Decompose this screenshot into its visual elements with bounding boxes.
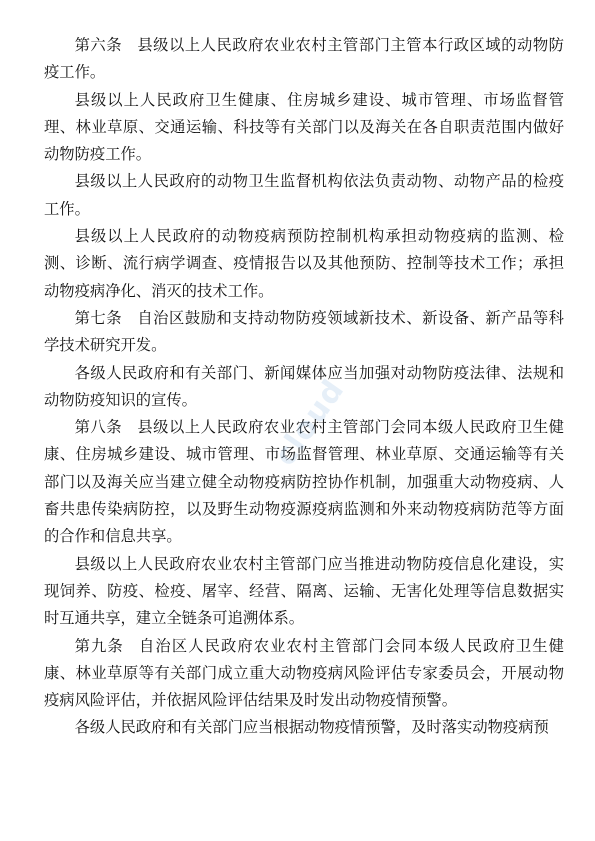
paragraph	[44, 360, 564, 415]
paragraph-text: 县级以上人民政府农业农村主管部门应当推进动物防疫信息化建设，实现饲养、防疫、检疫、屠宰、经营、隔离、运输、无害化处理等信息数据实时互通共享，建立全链条可追溯体系。	[44, 554, 564, 628]
paragraph	[44, 223, 564, 305]
paragraph	[44, 551, 564, 633]
article-number: 第七条	[74, 308, 123, 327]
paragraph-article-6	[44, 32, 564, 87]
article-number: 第九条	[74, 636, 124, 655]
document-page	[44, 32, 564, 742]
article-number: 第六条	[74, 36, 123, 54]
paragraph-article-8	[44, 414, 564, 550]
paragraph	[44, 168, 564, 223]
paragraph-text: 各级人民政府和有关部门应当根据动物疫情预警，及时落实动物疫病预	[74, 718, 549, 737]
paragraph-text: 各级人民政府和有关部门、新闻媒体应当加强对动物防疫法律、法规和动物防疫知识的宣传。	[44, 363, 564, 409]
paragraph	[44, 87, 564, 169]
paragraph-text: 县级以上人民政府农业农村主管部门会同本级人民政府卫生健康、住房城乡建设、城市管理、市场监督管理、林业草原、交通运输等有关部门以及海关应当建立健全动物疫病防控协作机制，加强重大动物疫病、人畜共患传染病防控，以及野生动物疫源疫病监测和外来动物疫病防范等方面的合作和信息共享。	[44, 418, 564, 546]
paragraph-text: 自治区人民政府农业农村主管部门会同本级人民政府卫生健康、林业草原等有关部门成立重大动物疫病风险评估专家委员会，开展动物疫病风险评估，并依据风险评估结果及时发出动物疫情预警。	[44, 636, 564, 710]
paragraph-text: 县级以上人民政府卫生健康、住房城乡建设、城市管理、市场监督管理、林业草原、交通运输、科技等有关部门以及海关在各自职责范围内做好动物防疫工作。	[44, 90, 564, 164]
paragraph-text: 县级以上人民政府农业农村主管部门主管本行政区域的动物防疫工作。	[44, 36, 564, 82]
paragraph-article-9	[44, 633, 564, 715]
paragraph	[44, 714, 564, 741]
paragraph-text: 自治区鼓励和支持动物防疫领域新技术、新设备、新产品等科学技术研究开发。	[44, 308, 564, 355]
watermark: cloud	[267, 373, 352, 473]
paragraph-text: 县级以上人民政府的动物卫生监督机构依法负责动物、动物产品的检疫工作。	[44, 172, 564, 218]
paragraph-article-7	[44, 305, 564, 360]
paragraph-text: 县级以上人民政府的动物疫病预防控制机构承担动物疫病的监测、检测、诊断、流行病学调查、疫情报告以及其他预防、控制等技术工作；承担动物疫病净化、消灭的技术工作。	[44, 227, 564, 300]
article-number: 第八条	[74, 418, 123, 437]
